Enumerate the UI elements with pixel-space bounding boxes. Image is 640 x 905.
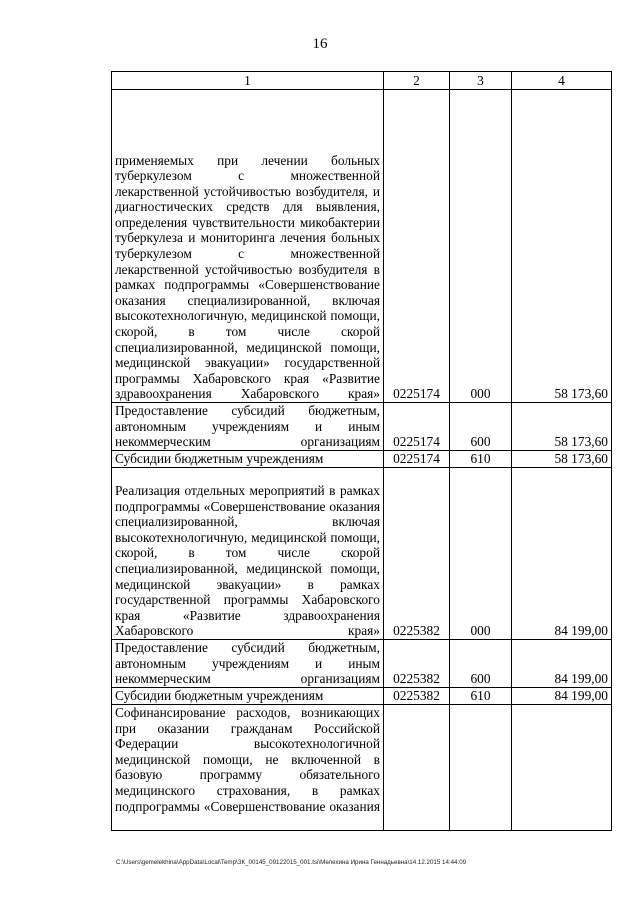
table-row — [112, 705, 612, 831]
row-description: Предоставление субсидий бюджетным, автономным учреждениям и иным некоммерческим организациям — [112, 403, 384, 451]
table-row — [112, 90, 612, 403]
row-amount: 84 199,00 — [512, 468, 612, 640]
row-expense-type — [450, 705, 512, 831]
row-description: Софинансирование расходов, возникающих при оказании гражданам Российской Федерации высокотехнологичной медицинской помощи, не включенной в базовую программу обязательного медицинского страхования, в рамках подпрограммы «Совершенствование оказания — [112, 705, 384, 831]
row-expense-type: 000 — [450, 90, 512, 403]
row-target-code — [384, 705, 450, 831]
row-expense-type: 610 — [450, 688, 512, 705]
row-expense-type: 600 — [450, 640, 512, 688]
table-row — [112, 403, 612, 451]
table-header-row — [112, 72, 612, 90]
table-row — [112, 640, 612, 688]
row-amount: 84 199,00 — [512, 688, 612, 705]
row-description: Субсидии бюджетным учреждениям — [112, 688, 384, 705]
budget-table — [111, 71, 612, 831]
table-row — [112, 688, 612, 705]
row-expense-type: 000 — [450, 468, 512, 640]
table-row — [112, 468, 612, 640]
footer-file-path: C:\Users\gemelekhina\AppData\Local\Temp\ЗК_00145_09122015_001.tsi\Мелехина Ирина Геннадьевна\14.12.2015 14:44:09 — [116, 859, 467, 866]
row-amount: 84 199,00 — [512, 640, 612, 688]
row-amount: 58 173,60 — [512, 403, 612, 451]
page-number: 16 — [312, 36, 328, 52]
header-cell-col4: 4 — [512, 72, 612, 90]
row-target-code: 0225382 — [384, 468, 450, 640]
row-target-code: 0225382 — [384, 640, 450, 688]
row-target-code: 0225174 — [384, 451, 450, 468]
row-description: применяемых при лечении больных туберкулезом с множественной лекарственной устойчивостью возбудителя, и диагностических средств для выявления, определения чувствительности микобактерии туберкулеза и мониторинга лечения больных туберкулезом с множественной лекарственной устойчивостью возбудителя в рамках подпрограммы «Совершенствование оказания специализированной, включая высокотехнологичную, медицинской помощи, скорой, в том числе скорой специализированной, медицинской помощи, медицинской эвакуации» государственной программы Хабаровского края «Развитие здравоохранения Хабаровского края» — [112, 90, 384, 403]
row-description: Реализация отдельных мероприятий в рамках подпрограммы «Совершенствование оказания специализированной, включая высокотехнологичную, медицинской помощи, скорой, в том числе скорой специализированной, медицинской помощи, медицинской эвакуации» в рамках государственной программы Хабаровского края «Развитие здравоохранения Хабаровского края» — [112, 468, 384, 640]
row-amount: 58 173,60 — [512, 451, 612, 468]
row-expense-type: 600 — [450, 403, 512, 451]
row-target-code: 0225174 — [384, 90, 450, 403]
row-amount — [512, 705, 612, 831]
row-target-code: 0225382 — [384, 688, 450, 705]
header-cell-col2: 2 — [384, 72, 450, 90]
row-expense-type: 610 — [450, 451, 512, 468]
table-row — [112, 451, 612, 468]
row-amount: 58 173,60 — [512, 90, 612, 403]
row-description: Предоставление субсидий бюджетным, автономным учреждениям и иным некоммерческим организациям — [112, 640, 384, 688]
row-target-code: 0225174 — [384, 403, 450, 451]
header-cell-col3: 3 — [450, 72, 512, 90]
row-description: Субсидии бюджетным учреждениям — [112, 451, 384, 468]
header-cell-col1: 1 — [112, 72, 384, 90]
